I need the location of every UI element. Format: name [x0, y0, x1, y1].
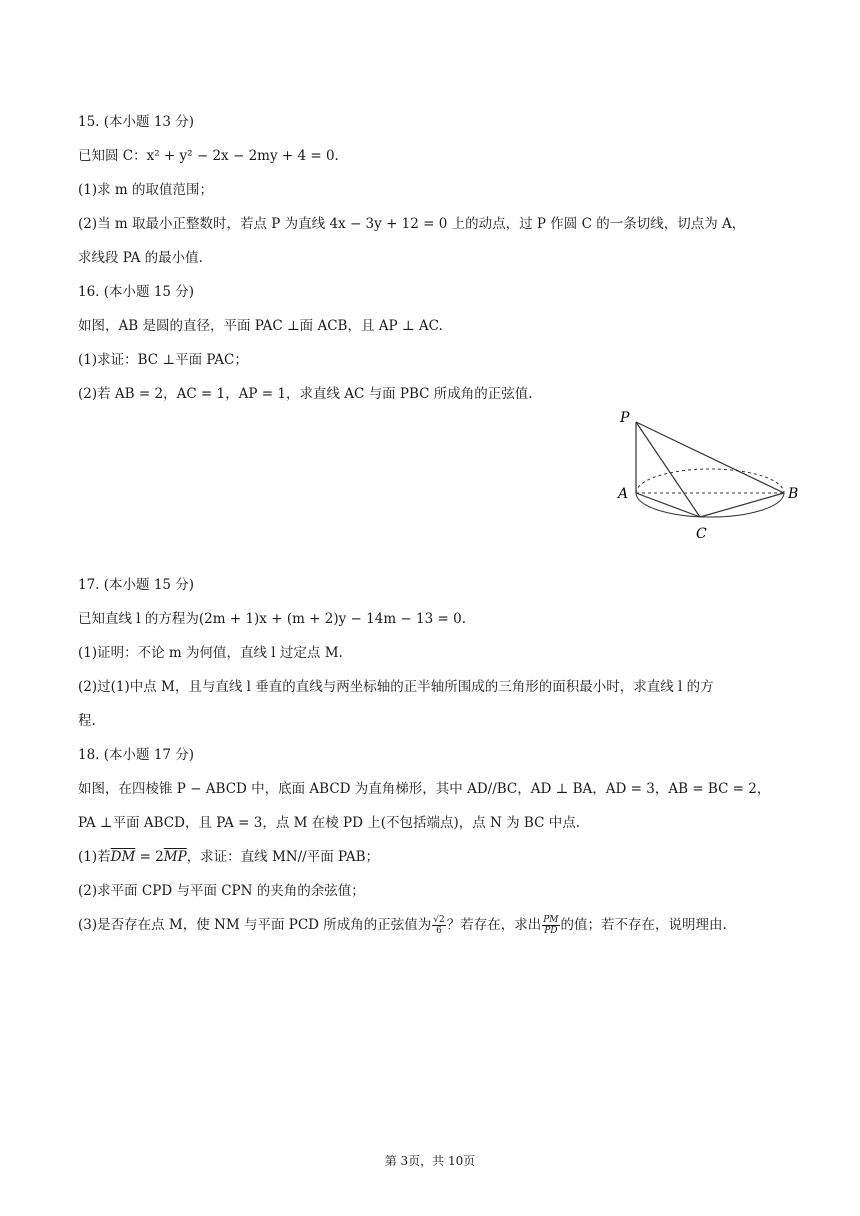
- label-P: P: [620, 410, 630, 426]
- q16-header: 16. (本小题 15 分): [78, 284, 195, 300]
- page-footer: 第 3页，共 10页: [384, 1154, 476, 1168]
- q18-part1: [78, 847, 379, 867]
- q16-figure: [610, 400, 800, 550]
- fraction-sqrt2-over-6: [432, 915, 445, 936]
- q17-stem: 已知直线 l 的方程为(2m + 1)x + (m + 2)y − 14m − 13 = 0.: [78, 611, 466, 627]
- label-B: B: [788, 486, 799, 502]
- fraction-pm-over-pd: [542, 915, 559, 936]
- q18-part1-mid: = 2: [135, 849, 164, 865]
- fraction2-numerator: PM: [543, 915, 559, 925]
- q16-part1: (1)求证：BC ⊥平面 PAC；: [78, 352, 248, 368]
- fraction-denominator: 6: [436, 926, 442, 936]
- label-A: A: [618, 486, 629, 502]
- q18-part2: (2)求平面 CPD 与平面 CPN 的夹角的余弦值；: [78, 883, 365, 899]
- q18-part3-pre: (3)是否存在点 M，使 NM 与平面 PCD 所成角的正弦值为: [78, 917, 432, 933]
- q15-part2-line1: (2)当 m 取最小正整数时，若点 P 为直线 4x − 3y + 12 = 0 上的动点，过 P 作圆 C 的一条切线，切点为 A，: [78, 216, 746, 232]
- label-C: C: [696, 526, 707, 542]
- vector-mp: $\overline{MP}$: [163, 849, 187, 865]
- q15-part1: (1)求 m 的取值范围；: [78, 182, 214, 198]
- q18-stem-line1: 如图，在四棱锥 P − ABCD 中，底面 ABCD 为直角梯形，其中 AD//BC，AD ⊥ BA，AD = 3，AB = BC = 2，: [78, 781, 771, 797]
- q18-part3-mid: ？若存在，求出: [446, 917, 542, 933]
- q18-part3-post: 的值；若不存在，说明理由.: [560, 917, 727, 933]
- q17-part2-line2: 程.: [78, 713, 96, 729]
- q18-part3: [78, 915, 727, 936]
- q17-part2-line1: (2)过(1)中点 M，且与直线 l 垂直的直线与两坐标轴的正半轴所围成的三角形的面积最小时，求直线 l 的方: [78, 679, 714, 695]
- q16-stem: 如图，AB 是圆的直径，平面 PAC ⊥面 ACB，且 AP ⊥ AC.: [78, 318, 443, 334]
- fraction-numerator: √2: [433, 915, 445, 925]
- q18-part1-post: ，求证：直线 MN//平面 PAB；: [186, 849, 380, 865]
- fraction2-denominator: PD: [544, 926, 558, 936]
- q17-part1: (1)证明：不论 m 为何值，直线 l 过定点 M.: [78, 645, 343, 661]
- q18-header: 18. (本小题 17 分): [78, 747, 195, 763]
- q16-part2: (2)若 AB = 2，AC = 1，AP = 1，求直线 AC 与面 PBC 所成角的正弦值.: [78, 386, 533, 402]
- q18-part1-pre: (1)若: [78, 849, 111, 865]
- q17-header: 17. (本小题 15 分): [78, 577, 195, 593]
- q15-header: 15. (本小题 13 分): [78, 114, 195, 130]
- q15-stem: 已知圆 C：x² + y² − 2x − 2my + 4 = 0.: [78, 148, 339, 164]
- q18-stem-line2: PA ⊥平面 ABCD，且 PA = 3，点 M 在棱 PD 上(不包括端点)，点 N 为 BC 中点.: [78, 815, 581, 831]
- vector-dm: $\overline{DM}$: [110, 849, 136, 865]
- q15-part2-line2: 求线段 PA 的最小值.: [78, 250, 203, 266]
